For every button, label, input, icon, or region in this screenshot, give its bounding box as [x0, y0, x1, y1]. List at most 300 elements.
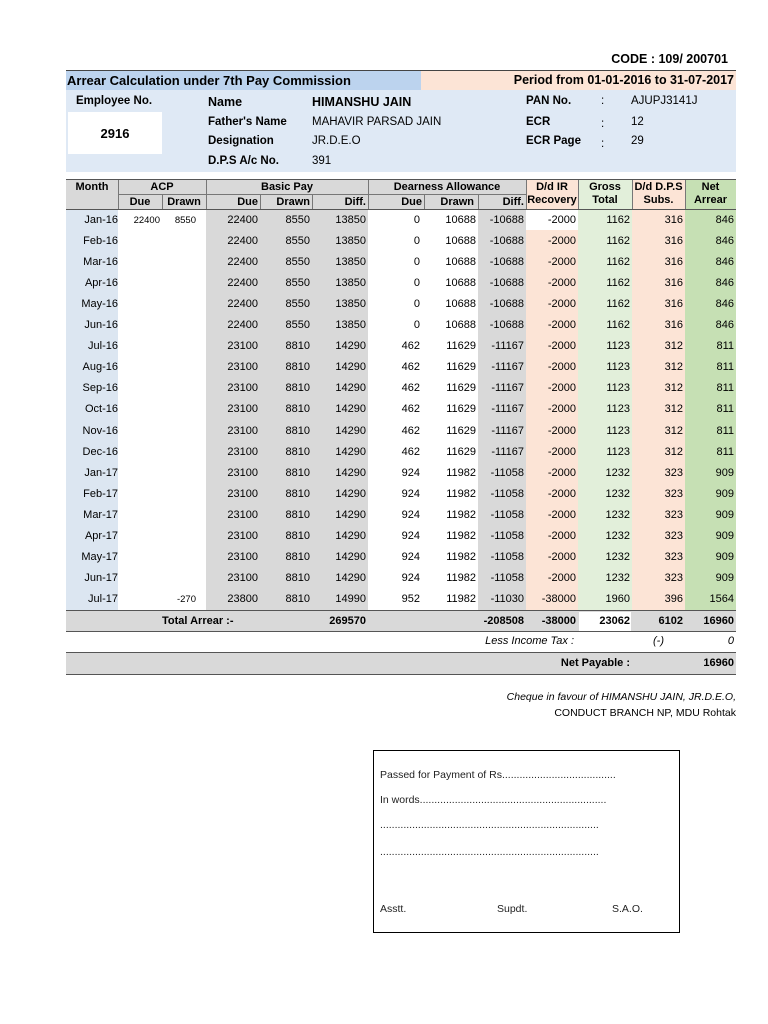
table-row: [66, 252, 736, 273]
cell-dps-subs: 312: [664, 403, 683, 416]
header-sub-line: [118, 194, 526, 195]
cell-ir-recovery: -2000: [547, 319, 576, 332]
cell-net-arrear: 846: [715, 256, 734, 269]
table-row: [66, 568, 736, 589]
cell-da-diff: -11167: [491, 424, 524, 437]
cell-bp-diff: 14290: [335, 424, 366, 437]
cell-dps-subs: 323: [664, 508, 683, 521]
header-month: Month: [75, 181, 109, 193]
cell-month: Jan-16: [84, 214, 118, 226]
cell-bp-drawn: 8810: [285, 403, 310, 416]
cell-month: Feb-16: [83, 235, 118, 248]
name-value: HIMANSHU JAIN: [312, 95, 412, 109]
cell-bp-due: 23100: [227, 550, 258, 563]
less-income-tax-label: Less Income Tax :: [485, 635, 574, 647]
cell-da-due: 462: [401, 340, 420, 353]
blank-line-2: ...........................................................................: [380, 846, 599, 858]
cell-bp-due: 22400: [227, 298, 258, 311]
dps-account-label: D.P.S A/c No.: [208, 155, 279, 167]
cell-da-diff: -11058: [490, 550, 524, 563]
pan-label: PAN No.: [526, 95, 572, 107]
document-title: Arrear Calculation under 7th Pay Commission: [66, 71, 421, 90]
total-bp-diff: 269570: [329, 615, 366, 627]
cell-da-diff: -11030: [490, 592, 524, 605]
cell-bp-due: 23100: [227, 529, 258, 542]
header-da-due: Due: [401, 196, 422, 208]
cell-dps-subs: 312: [664, 361, 683, 374]
document-code: CODE : 109/ 200701: [611, 52, 728, 66]
ecr-value: 12: [631, 116, 644, 128]
table-row: [66, 547, 736, 568]
cell-bp-due: 23100: [227, 424, 258, 437]
table-row: [66, 442, 736, 463]
cell-gross-total: 1162: [606, 214, 630, 226]
cell-ir-recovery: -2000: [547, 256, 576, 269]
cell-gross-total: 1162: [606, 298, 630, 311]
cell-bp-diff: 13850: [335, 256, 366, 269]
cell-bp-diff: 13850: [335, 235, 366, 248]
cell-da-due: 0: [413, 277, 420, 290]
cell-dps-subs: 323: [664, 466, 683, 479]
cell-ir-recovery: -2000: [547, 277, 576, 290]
header-basic-pay: Basic Pay: [261, 181, 313, 193]
cell-bp-due: 23100: [227, 487, 258, 500]
header-acp-due: Due: [129, 196, 151, 208]
less-income-tax-sign: (-): [653, 635, 664, 647]
cell-da-due: 0: [413, 298, 420, 311]
cell-gross-total: 1232: [605, 487, 630, 500]
cell-month: May-17: [81, 550, 118, 563]
cell-gross-total: 1123: [606, 403, 630, 416]
cell-dps-subs: 316: [664, 256, 683, 269]
cell-gross-total: 1232: [605, 529, 630, 542]
cell-net-arrear: 846: [715, 214, 734, 226]
cell-ir-recovery: -2000: [547, 424, 576, 437]
header-subs: Subs.: [643, 194, 674, 206]
cell-da-diff: -10688: [489, 319, 524, 332]
cell-net-arrear: 846: [715, 298, 734, 311]
cell-bp-diff: 14290: [335, 340, 366, 353]
cell-ir-recovery: -2000: [547, 298, 576, 311]
cell-month: Jul-16: [88, 340, 118, 353]
cell-bp-drawn: 8550: [285, 235, 310, 248]
asstt-signature: Asstt.: [380, 903, 407, 915]
cell-bp-due: 23100: [227, 403, 258, 416]
cell-bp-drawn: 8810: [285, 571, 310, 584]
cell-acp-due: 22400: [133, 215, 160, 226]
header-acp-drawn: Drawn: [167, 196, 201, 208]
cell-da-diff: -11058: [490, 487, 524, 500]
cell-da-diff: -10688: [489, 277, 524, 290]
cell-net-arrear: 811: [716, 403, 734, 416]
cell-acp-drawn: 8550: [174, 215, 196, 226]
cell-da-drawn: 10688: [445, 214, 476, 226]
cell-da-drawn: 11629: [446, 340, 476, 353]
cell-bp-drawn: 8810: [285, 445, 310, 458]
cell-bp-drawn: 8810: [285, 424, 310, 437]
designation-label: Designation: [208, 135, 274, 147]
cell-da-due: 0: [413, 256, 420, 269]
less-income-tax-value: 0: [727, 635, 734, 647]
cell-dps-subs: 312: [664, 382, 683, 395]
cell-gross-total: 1123: [606, 361, 630, 374]
cell-bp-diff: 13850: [335, 277, 366, 290]
table-row: [66, 231, 736, 252]
table-row: [66, 336, 736, 357]
cell-da-drawn: 10688: [445, 235, 476, 248]
cell-da-due: 462: [401, 382, 420, 395]
total-bottom-line: [66, 631, 736, 632]
cell-ir-recovery: -2000: [547, 466, 576, 479]
cell-gross-total: 1162: [606, 277, 630, 290]
cell-ir-recovery: -2000: [547, 550, 576, 563]
net-payable-row: [66, 653, 736, 674]
cell-month: Feb-17: [83, 487, 118, 500]
cell-da-due: 924: [401, 466, 420, 479]
total-ir-recovery: -38000: [541, 615, 576, 627]
table-row: [66, 505, 736, 526]
cell-da-drawn: 11982: [446, 508, 476, 521]
table-row: [66, 421, 736, 442]
cell-dps-subs: 396: [664, 592, 683, 605]
header-net: Net: [701, 181, 720, 193]
cell-dps-subs: 323: [664, 571, 683, 584]
table-row: [66, 210, 736, 231]
cell-bp-drawn: 8550: [285, 319, 310, 332]
period-range: Period from 01-01-2016 to 31-07-2017: [421, 71, 736, 90]
cell-da-due: 462: [401, 445, 420, 458]
ecr-page-colon: :: [601, 138, 605, 150]
cell-dps-subs: 323: [664, 529, 683, 542]
cell-net-arrear: 846: [715, 235, 734, 248]
cell-da-drawn: 11982: [446, 571, 476, 584]
cell-dps-subs: 323: [664, 550, 683, 563]
cell-month: Jan-17: [84, 466, 118, 479]
cell-net-arrear: 909: [715, 550, 734, 563]
cell-da-diff: -10688: [489, 298, 524, 311]
cell-bp-due: 22400: [227, 277, 258, 290]
cell-month: Jun-17: [84, 571, 118, 584]
cell-da-drawn: 11629: [446, 445, 476, 458]
title-bar: [66, 70, 736, 90]
cell-bp-drawn: 8810: [285, 592, 310, 605]
cell-month: Jul-17: [88, 592, 118, 605]
dps-account-value: 391: [312, 155, 332, 167]
cell-bp-drawn: 8810: [285, 466, 310, 479]
cell-dps-subs: 316: [664, 277, 683, 290]
cell-da-diff: -11167: [491, 403, 524, 416]
cell-bp-diff: 14290: [335, 487, 366, 500]
cell-gross-total: 1123: [606, 424, 630, 437]
cell-bp-due: 23100: [227, 361, 258, 374]
cell-gross-total: 1232: [605, 571, 630, 584]
cell-da-diff: -11167: [491, 445, 524, 458]
cell-month: Oct-16: [84, 403, 118, 416]
cell-da-drawn: 11629: [446, 403, 476, 416]
cell-da-due: 462: [401, 403, 420, 416]
cell-ir-recovery: -2000: [547, 214, 576, 226]
header-bp-diff: Diff.: [344, 196, 366, 208]
cell-month: Dec-16: [82, 445, 118, 458]
pan-colon: :: [601, 95, 605, 107]
net-bottom-line: [66, 674, 736, 675]
cell-da-due: 0: [413, 235, 420, 248]
cell-da-drawn: 11629: [446, 361, 476, 374]
cell-bp-due: 22400: [227, 214, 258, 226]
cell-da-diff: -10688: [489, 214, 524, 226]
blank-line-1: ...........................................................................: [380, 819, 599, 831]
cell-da-due: 952: [401, 592, 420, 605]
cell-dps-subs: 316: [664, 298, 683, 311]
cell-bp-drawn: 8810: [285, 340, 310, 353]
supdt-signature: Supdt.: [497, 903, 528, 915]
cell-bp-drawn: 8550: [285, 298, 310, 311]
sao-signature: S.A.O.: [612, 903, 643, 915]
cell-bp-diff: 14290: [335, 508, 366, 521]
cell-net-arrear: 909: [715, 487, 734, 500]
cell-bp-drawn: 8810: [285, 361, 310, 374]
cell-net-arrear: 811: [716, 382, 734, 395]
cheque-line-1: Cheque in favour of HIMANSHU JAIN, JR.D.E.O,: [506, 691, 736, 703]
table-row: [66, 589, 736, 610]
table-row: [66, 526, 736, 547]
cell-da-drawn: 11629: [446, 382, 476, 395]
table-row: [66, 357, 736, 378]
cell-bp-drawn: 8810: [285, 550, 310, 563]
cell-da-drawn: 11982: [446, 466, 476, 479]
cell-month: May-16: [81, 298, 118, 311]
header-da-diff: Diff.: [502, 196, 524, 208]
table-row: [66, 463, 736, 484]
cell-bp-drawn: 8550: [285, 256, 310, 269]
cell-net-arrear: 846: [715, 277, 734, 290]
cell-month: Apr-17: [84, 529, 118, 542]
cell-dps-subs: 312: [664, 424, 683, 437]
cell-gross-total: 1232: [605, 466, 630, 479]
cell-gross-total: 1960: [605, 592, 630, 605]
net-payable-label: Net Payable :: [560, 657, 630, 669]
cell-net-arrear: 846: [715, 319, 734, 332]
cheque-line-2: CONDUCT BRANCH NP, MDU Rohtak: [554, 707, 736, 719]
cell-da-diff: -11058: [490, 508, 524, 521]
cell-ir-recovery: -2000: [547, 508, 576, 521]
cell-net-arrear: 811: [716, 361, 734, 374]
table-row: [66, 315, 736, 336]
cell-month: Mar-17: [83, 508, 118, 521]
cell-da-due: 0: [413, 214, 420, 226]
header-bp-drawn: Drawn: [276, 196, 310, 208]
pan-value: AJUPJ3141J: [631, 95, 698, 107]
cell-acp-drawn: -270: [176, 593, 196, 605]
cell-month: Apr-16: [84, 277, 118, 290]
total-net-arrear: 16960: [703, 615, 734, 627]
cell-ir-recovery: -2000: [547, 487, 576, 500]
cell-bp-diff: 14290: [335, 403, 366, 416]
cell-bp-due: 23800: [227, 592, 258, 605]
cell-dps-subs: 323: [664, 487, 683, 500]
cell-da-drawn: 11982: [446, 487, 476, 500]
cell-gross-total: 1162: [606, 256, 630, 269]
header-total: Total: [592, 194, 618, 206]
cell-bp-due: 23100: [227, 445, 258, 458]
cell-da-diff: -11058: [490, 466, 524, 479]
cell-bp-diff: 14290: [335, 466, 366, 479]
cell-ir-recovery: -2000: [547, 382, 576, 395]
cell-bp-diff: 14290: [335, 361, 366, 374]
ecr-label: ECR: [526, 116, 551, 128]
header-acp: ACP: [150, 181, 174, 193]
cell-net-arrear: 811: [716, 424, 734, 437]
cell-dps-subs: 316: [664, 319, 683, 332]
table-row: [66, 294, 736, 315]
cell-gross-total: 1123: [606, 382, 630, 395]
cell-dps-subs: 312: [664, 445, 683, 458]
total-gross: 23062: [599, 615, 630, 627]
total-arrear-label: Total Arrear :-: [162, 615, 234, 627]
cell-gross-total: 1162: [606, 235, 630, 248]
header-arrear: Arrear: [693, 194, 728, 206]
net-payable-value: 16960: [703, 657, 734, 669]
cell-da-due: 462: [401, 361, 420, 374]
cell-bp-diff: 14290: [335, 550, 366, 563]
header-dd-dps: D/d D.P.S: [634, 181, 683, 193]
cell-month: Nov-16: [82, 424, 118, 437]
cell-bp-due: 22400: [227, 235, 258, 248]
cell-bp-due: 23100: [227, 571, 258, 584]
cell-gross-total: 1162: [606, 319, 630, 332]
table-row: [66, 273, 736, 294]
cell-bp-diff: 14290: [335, 571, 366, 584]
cell-month: Jun-16: [84, 319, 118, 332]
cell-da-drawn: 11982: [446, 592, 476, 605]
cell-da-due: 462: [401, 424, 420, 437]
cell-dps-subs: 312: [664, 340, 683, 353]
cell-bp-drawn: 8810: [285, 529, 310, 542]
cell-da-due: 924: [401, 529, 420, 542]
cell-da-diff: -11058: [490, 571, 524, 584]
cell-ir-recovery: -2000: [547, 529, 576, 542]
total-top-line: [66, 610, 736, 611]
cell-da-diff: -11058: [490, 529, 524, 542]
table-row: [66, 399, 736, 420]
cell-bp-drawn: 8810: [285, 508, 310, 521]
cell-da-due: 924: [401, 550, 420, 563]
cell-da-diff: -11167: [491, 382, 524, 395]
header-top-line: [66, 179, 736, 180]
cell-gross-total: 1232: [605, 550, 630, 563]
father-name-label: Father's Name: [208, 116, 287, 128]
cell-bp-diff: 14290: [335, 445, 366, 458]
cell-ir-recovery: -38000: [541, 592, 576, 605]
cell-dps-subs: 316: [664, 235, 683, 248]
header-gross: Gross: [589, 181, 621, 193]
cell-bp-drawn: 8810: [285, 382, 310, 395]
cell-month: Sep-16: [82, 382, 118, 395]
cell-da-diff: -10688: [489, 235, 524, 248]
cell-ir-recovery: -2000: [547, 361, 576, 374]
designation-value: JR.D.E.O: [312, 135, 361, 147]
cell-bp-due: 22400: [227, 256, 258, 269]
total-dps: 6102: [658, 615, 683, 627]
cell-net-arrear: 909: [715, 529, 734, 542]
payment-approval-box: [373, 750, 680, 933]
cell-net-arrear: 909: [715, 571, 734, 584]
cell-bp-diff: 14290: [335, 529, 366, 542]
cell-da-due: 924: [401, 571, 420, 584]
cell-da-due: 0: [413, 319, 420, 332]
cell-ir-recovery: -2000: [547, 235, 576, 248]
cell-bp-due: 22400: [227, 319, 258, 332]
header-bp-due: Due: [237, 196, 258, 208]
cell-da-drawn: 11982: [446, 529, 476, 542]
employee-no-label: Employee No.: [76, 95, 153, 107]
cell-bp-drawn: 8550: [285, 214, 310, 226]
cell-da-diff: -11167: [491, 361, 524, 374]
cell-net-arrear: 909: [715, 466, 734, 479]
father-name-value: MAHAVIR PARSAD JAIN: [312, 116, 442, 128]
cell-bp-due: 23100: [227, 466, 258, 479]
ecr-colon: :: [601, 118, 605, 130]
cell-da-diff: -11167: [491, 340, 524, 353]
cell-net-arrear: 811: [716, 445, 734, 458]
header-dd-ir: D/d IR: [536, 181, 568, 193]
cell-bp-drawn: 8810: [285, 487, 310, 500]
in-words: In words................................................................: [380, 794, 607, 806]
cell-bp-diff: 13850: [335, 319, 366, 332]
cell-net-arrear: 811: [716, 340, 734, 353]
cell-net-arrear: 1564: [709, 592, 734, 605]
header-da-drawn: Drawn: [440, 196, 474, 208]
cell-month: Mar-16: [83, 256, 118, 269]
passed-for-payment: Passed for Payment of Rs.......................................: [380, 769, 616, 781]
employee-no-value: 2916: [100, 126, 130, 141]
cell-bp-diff: 14290: [335, 382, 366, 395]
name-label: Name: [208, 95, 243, 109]
cell-bp-due: 23100: [227, 382, 258, 395]
cell-gross-total: 1232: [605, 508, 630, 521]
total-da-diff: -208508: [483, 615, 524, 627]
cell-da-due: 924: [401, 487, 420, 500]
cell-da-drawn: 10688: [445, 298, 476, 311]
cell-bp-due: 23100: [227, 340, 258, 353]
cell-da-diff: -10688: [489, 256, 524, 269]
cell-month: Aug-16: [82, 361, 118, 374]
table-row: [66, 484, 736, 505]
cell-da-drawn: 10688: [445, 277, 476, 290]
header-dearness-allowance: Dearness Allowance: [393, 181, 501, 193]
cell-da-drawn: 11982: [446, 550, 476, 563]
ecr-page-value: 29: [631, 135, 644, 147]
cell-bp-diff: 13850: [335, 214, 366, 226]
cell-net-arrear: 909: [715, 508, 734, 521]
cell-ir-recovery: -2000: [547, 403, 576, 416]
cell-dps-subs: 316: [664, 214, 683, 226]
table-row: [66, 378, 736, 399]
cell-ir-recovery: -2000: [547, 445, 576, 458]
cell-ir-recovery: -2000: [547, 571, 576, 584]
ecr-page-label: ECR Page: [526, 135, 581, 147]
cell-da-drawn: 10688: [445, 256, 476, 269]
cell-da-due: 924: [401, 508, 420, 521]
header-recovery: Recovery: [527, 194, 577, 206]
cell-da-drawn: 11629: [446, 424, 476, 437]
cell-bp-diff: 14990: [335, 592, 366, 605]
cell-da-drawn: 10688: [445, 319, 476, 332]
cell-gross-total: 1123: [606, 445, 630, 458]
cell-bp-drawn: 8550: [285, 277, 310, 290]
cell-gross-total: 1123: [606, 340, 630, 353]
cell-bp-due: 23100: [227, 508, 258, 521]
